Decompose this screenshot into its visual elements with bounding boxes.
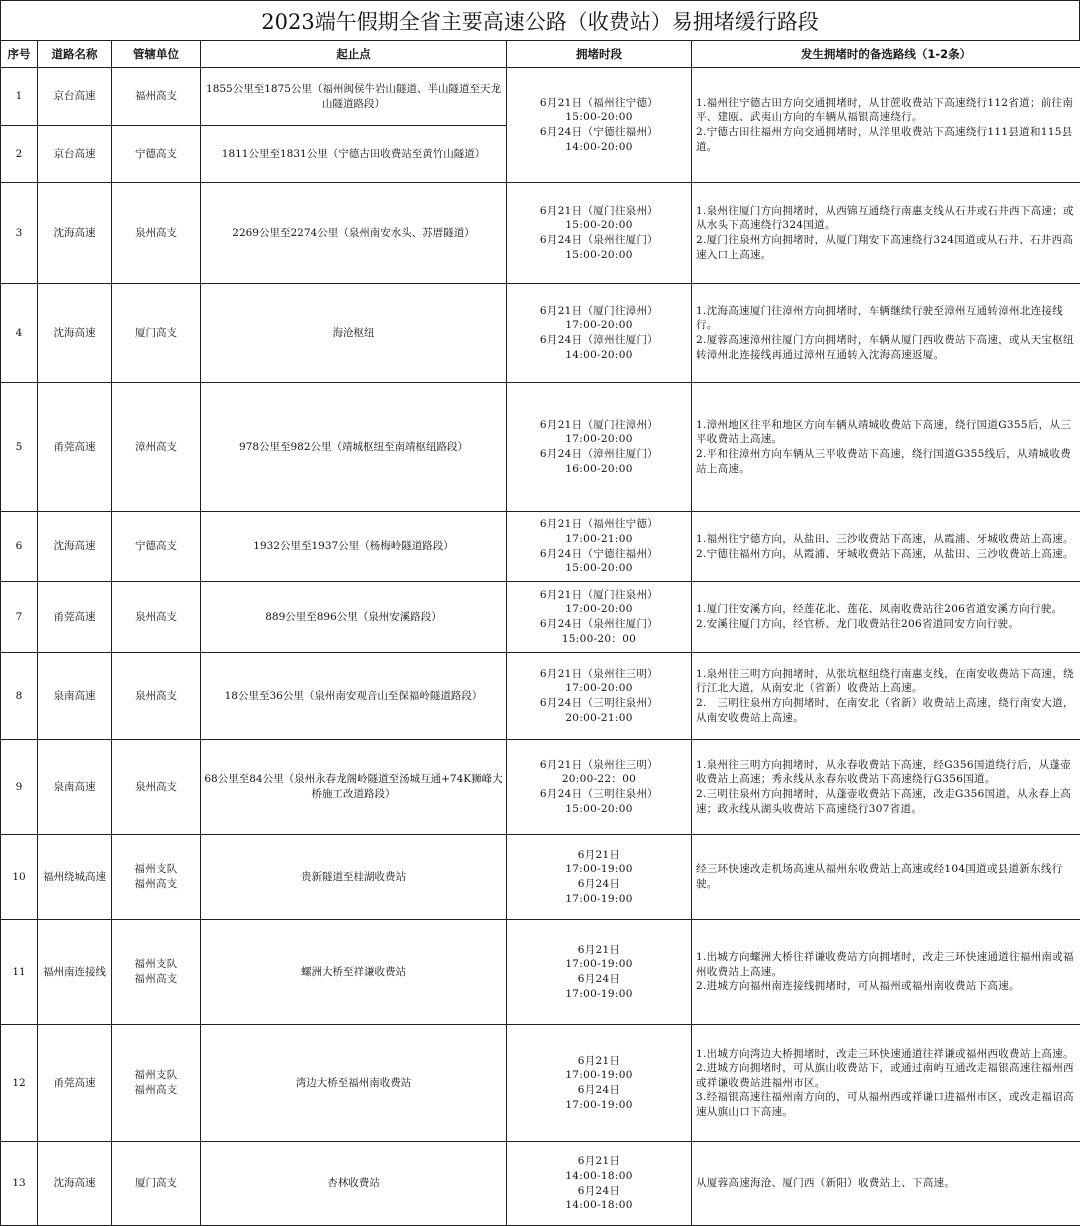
cell-road: 沈海高速 <box>38 183 112 284</box>
cell-seq: 3 <box>1 183 38 284</box>
cell-road: 甬莞高速 <box>38 383 112 512</box>
cell-unit: 厦门高支 <box>112 1142 201 1226</box>
cell-unit: 福州支队 福州高支 <box>112 835 201 920</box>
cell-road: 福州绕城高速 <box>38 835 112 920</box>
table-row <box>1 835 1080 920</box>
cell-segment: 1855公里至1875公里（福州闽侯牛岩山隧道、半山隧道至天龙山隧道路段） <box>201 68 507 126</box>
cell-time: 6月21日 17:00-19:00 6月24日 17:00-19:00 <box>507 835 692 920</box>
cell-segment: 889公里至896公里（泉州安溪路段） <box>201 582 507 653</box>
cell-segment: 18公里至36公里（泉州南安观音山至保福岭隧道路段） <box>201 653 507 740</box>
cell-unit: 福州支队 福州高支 <box>112 920 201 1025</box>
cell-alternative: 1.漳州地区往平和地区方向车辆从靖城收费站下高速，绕行国道G355后，从三平收费站上高速。 2.平和往漳州方向车辆从三平收费站下高速，绕行国道G355线后，从靖城收费站上高速。 <box>692 383 1080 512</box>
header-unit: 管辖单位 <box>112 41 201 68</box>
cell-unit: 泉州高支 <box>112 582 201 653</box>
cell-time: 6月21日（厦门往漳州） 17:00-20:00 6月24日（漳州往厦门） 16:00-20:00 <box>507 383 692 512</box>
cell-time: 6月21日（泉州往三明） 17:00-20:00 6月24日（三明往泉州） 20:00-21:00 <box>507 653 692 740</box>
table-row <box>1 920 1080 1025</box>
cell-seq: 10 <box>1 835 38 920</box>
cell-time: 6月21日 14:00-18:00 6月24日 14:00-18:00 <box>507 1142 692 1226</box>
cell-alternative: 从厦蓉高速海沧、厦门西（新阳）收费站上、下高速。 <box>692 1142 1080 1226</box>
cell-seq: 1 <box>1 68 38 126</box>
cell-seq: 11 <box>1 920 38 1025</box>
table-row <box>1 183 1080 284</box>
cell-time: 6月21日（福州往宁德） 17:00-21:00 6月24日（宁德往福州） 15:00-20:00 <box>507 512 692 582</box>
cell-seq: 4 <box>1 284 38 383</box>
table-row <box>1 1142 1080 1226</box>
table-row <box>1 740 1080 835</box>
cell-segment: 68公里至84公里（泉州永春龙阁岭隧道至汤城互通+74K狮峰大桥施工改道路段） <box>201 740 507 835</box>
cell-segment: 2269公里至2274公里（泉州南安水头、苏厝隧道） <box>201 183 507 284</box>
cell-road: 泉南高速 <box>38 653 112 740</box>
table-row <box>1 653 1080 740</box>
cell-road: 甬莞高速 <box>38 582 112 653</box>
cell-unit: 福州支队 福州高支 <box>112 1025 201 1142</box>
cell-seq: 8 <box>1 653 38 740</box>
cell-seq: 12 <box>1 1025 38 1142</box>
cell-unit: 厦门高支 <box>112 284 201 383</box>
cell-unit: 宁德高支 <box>112 512 201 582</box>
congestion-table <box>0 40 1080 1226</box>
cell-seq: 6 <box>1 512 38 582</box>
cell-segment: 螺洲大桥至祥谦收费站 <box>201 920 507 1025</box>
cell-unit: 福州高支 <box>112 68 201 126</box>
cell-alternative: 1.泉州往厦门方向拥堵时，从西锦互通绕行南惠支线从石井或石井西下高速；或从水头下高速绕行324国道。 2.厦门往泉州方向拥堵时，从厦门翔安下高速绕行324国道或从石井、石井西高速入口上高速。 <box>692 183 1080 284</box>
cell-time: 6月21日（厦门往漳州） 17:00-20:00 6月24日（漳州往厦门） 14:00-20:00 <box>507 284 692 383</box>
table-header-row <box>1 41 1080 68</box>
cell-unit: 泉州高支 <box>112 740 201 835</box>
cell-time: 6月21日（泉州往三明） 20:00-22：00 6月24日（三明往泉州） 15:00-20:00 <box>507 740 692 835</box>
cell-road: 甬莞高速 <box>38 1025 112 1142</box>
cell-alternative: 1.厦门往安溪方向，经莲花北、莲花、凤南收费站往206省道安溪方向行驶。 2.安溪往厦门方向，经官桥、龙门收费站往206省道同安方向行驶。 <box>692 582 1080 653</box>
cell-alternative: 1.泉州往三明方向拥堵时，从永春收费站下高速，经G356国道绕行后，从蓬壶收费站上高速；秀永线从永春东收费站下高速绕行G356国道。 2.三明往泉州方向拥堵时，从蓬壶收费站下高速，改走G356国道，从永春上高速；政永线从湖头收费站下高速绕行307省道。 <box>692 740 1080 835</box>
header-seq: 序号 <box>1 41 38 68</box>
cell-alternative: 经三环快速改走机场高速从福州东收费站上高速或经104国道或县道新东线行驶。 <box>692 835 1080 920</box>
cell-seq: 9 <box>1 740 38 835</box>
document-title: 2023端午假期全省主要高速公路（收费站）易拥堵缓行路段 <box>0 0 1080 40</box>
cell-unit: 泉州高支 <box>112 653 201 740</box>
cell-time: 6月21日 17:00-19:00 6月24日 17:00-19:00 <box>507 920 692 1025</box>
cell-time: 6月21日（福州往宁德） 15:00-20:00 6月24日（宁德往福州） 14:00-20:00 <box>507 68 692 183</box>
header-segment: 起止点 <box>201 41 507 68</box>
cell-time: 6月21日（厦门往泉州） 17:00-20:00 6月24日（泉州往厦门） 15:00-20：00 <box>507 582 692 653</box>
header-time: 拥堵时段 <box>507 41 692 68</box>
table-row <box>1 1025 1080 1142</box>
cell-unit: 宁德高支 <box>112 126 201 183</box>
cell-seq: 7 <box>1 582 38 653</box>
table-row <box>1 383 1080 512</box>
table-row <box>1 68 1080 126</box>
cell-segment: 湾边大桥至福州南收费站 <box>201 1025 507 1142</box>
cell-unit: 漳州高支 <box>112 383 201 512</box>
cell-road: 沈海高速 <box>38 284 112 383</box>
cell-alternative: 1.出城方向湾边大桥拥堵时，改走三环快速通道往祥谦或福州西收费站上高速。 2.进城方向拥堵时，可从旗山收费站下，或通过南屿互通改走福银高速往福州西或祥谦收费站进福州市区。 3.经福银高速往福州南方向的，可从福州西或祥谦口进福州市区，或改走福诏高速从旗山口下高速。 <box>692 1025 1080 1142</box>
cell-segment: 海沧枢纽 <box>201 284 507 383</box>
cell-alternative: 1.福州往宁德方向，从盐田、三沙收费站下高速，从霞浦、牙城收费站上高速。 2.宁德往福州方向，从霞浦、牙城收费站下高速，从盐田、三沙收费站上高速。 <box>692 512 1080 582</box>
table-row <box>1 512 1080 582</box>
cell-segment: 1932公里至1937公里（杨梅岭隧道路段） <box>201 512 507 582</box>
cell-seq: 5 <box>1 383 38 512</box>
cell-road: 泉南高速 <box>38 740 112 835</box>
cell-seq: 13 <box>1 1142 38 1226</box>
cell-segment: 1811公里至1831公里（宁德古田收费站至黄竹山隧道） <box>201 126 507 183</box>
cell-alternative: 1.沈海高速厦门往漳州方向拥堵时，车辆继续行驶至漳州互通转漳州北连接线行。 2.厦蓉高速漳州往厦门方向拥堵时，车辆从厦门西收费站下高速，或从天宝枢纽转漳州北连接线再通过漳州互通转入沈海高速返厦。 <box>692 284 1080 383</box>
cell-segment: 贵新隧道至桂湖收费站 <box>201 835 507 920</box>
header-alternative: 发生拥堵时的备选路线（1-2条） <box>692 41 1080 68</box>
cell-seq: 2 <box>1 126 38 183</box>
cell-time: 6月21日 17:00-19:00 6月24日 17:00-19:00 <box>507 1025 692 1142</box>
cell-alternative: 1.出城方向螺洲大桥往祥谦收费站方向拥堵时，改走三环快速通道往福州南或福州收费站上高速。 2.进城方向福州南连接线拥堵时，可从福州或福州南收费站下高速。 <box>692 920 1080 1025</box>
cell-alternative: 1.福州往宁德古田方向交通拥堵时，从甘蔗收费站下高速绕行112省道；前往南平、建瓯、武夷山方向的车辆从福银高速绕行。 2.宁德古田往福州方向交通拥堵时，从洋里收费站下高速绕行111县道和115县道。 <box>692 68 1080 183</box>
cell-road: 福州南连接线 <box>38 920 112 1025</box>
cell-segment: 978公里至982公里（靖城枢纽至南靖枢纽路段） <box>201 383 507 512</box>
cell-road: 沈海高速 <box>38 512 112 582</box>
table-row <box>1 582 1080 653</box>
cell-road: 京台高速 <box>38 126 112 183</box>
cell-segment: 杏林收费站 <box>201 1142 507 1226</box>
header-road: 道路名称 <box>38 41 112 68</box>
cell-time: 6月21日（厦门往泉州） 15:00-20:00 6月24日（泉州往厦门） 15:00-20:00 <box>507 183 692 284</box>
cell-alternative: 1.泉州往三明方向拥堵时，从张坑枢纽绕行南惠支线，在南安收费站下高速，绕行江北大道，从南安北（省新）收费站上高速。 2. 三明往泉州方向拥堵时，在南安北（省新）收费站上高速，绕行南安大道，从南安收费站上高速。 <box>692 653 1080 740</box>
cell-road: 京台高速 <box>38 68 112 126</box>
cell-unit: 泉州高支 <box>112 183 201 284</box>
cell-road: 沈海高速 <box>38 1142 112 1226</box>
table-row <box>1 284 1080 383</box>
